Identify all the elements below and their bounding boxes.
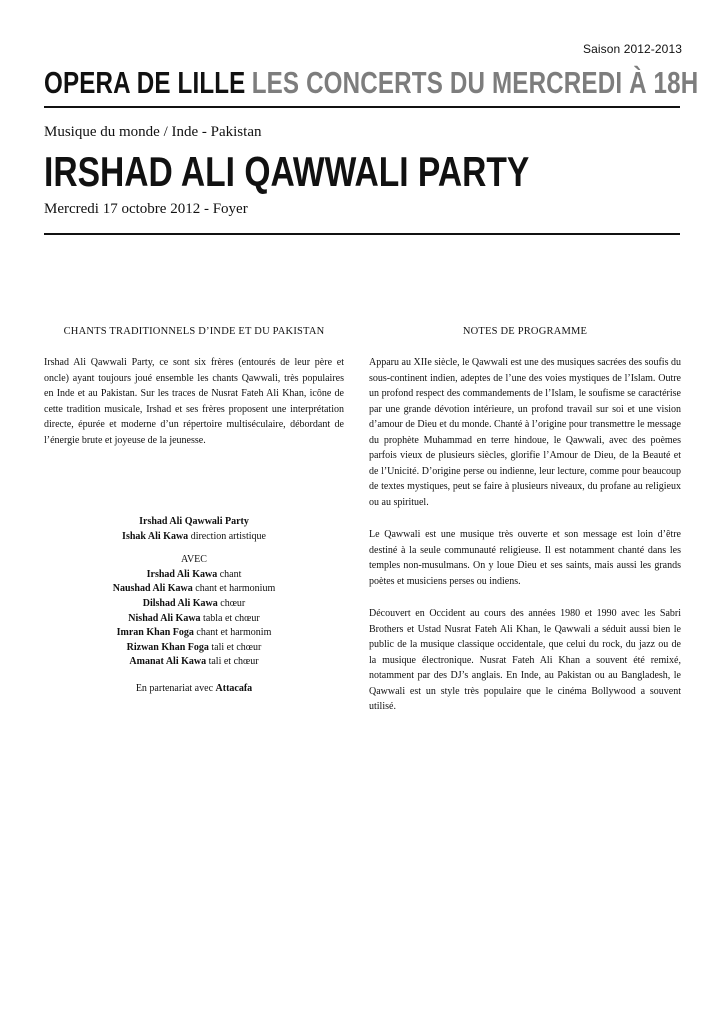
right-column: [369, 326, 681, 732]
season-label: Saison 2012-2013: [582, 42, 682, 56]
header-divider: [44, 106, 680, 108]
program-note-paragraph: Découvert en Occident au cours des années 1980 et 1990 avec les Sabri Brothers et Ustad Nusrat Fateh Ali Khan, le Qawwali a séduit aussi bien le public de la musique classique occidentale, que celui du rock, du jazz ou de la musique électronique. Nusrat Fateh Ali Khan a souvent été remixé, notamment par des DJ’s anglais. En Inde, au Pakistan ou au Bangladesh, le Qawwali est un style très populaire que le cinéma Bollywood a souvent utilisé.: [369, 608, 681, 712]
concert-series: LES CONCERTS DU MERCREDI À 18H: [251, 65, 699, 100]
masthead: [44, 66, 698, 100]
music-category: Musique du monde / Inde - Pakistan: [44, 124, 262, 140]
member-credit: Dilshad Ali Kawa chœur: [142, 597, 246, 609]
event-title: IRSHAD ALI QAWWALI PARTY: [44, 148, 530, 195]
title-divider: [44, 233, 680, 235]
left-section-heading: CHANTS TRADITIONNELS D’INDE ET DU PAKISTAN: [63, 326, 325, 337]
member-credit: Nishad Ali Kawa tabla et chœur: [128, 612, 260, 624]
member-credit: Naushad Ali Kawa chant et harmonium: [112, 583, 276, 595]
program-note-paragraph: Le Qawwali est une musique très ouverte et son message est loin d’être destiné à la seule communauté religieuse. Il est notamment chanté dans les temples non-musulmans. On y loue Dieu et ses saints, mais aussi les grands poètes et musiciens perses ou indiens.: [369, 529, 681, 587]
event-date: Mercredi 17 octobre 2012 - Foyer: [44, 201, 248, 217]
program-note-paragraph: Apparu au XIIe siècle, le Qawwali est une des musiques sacrées des soufis du sous-continent indien, adeptes de l’une des voies mystiques de l’Islam. Outre un profond respect des commandements de l’Islam, le soufisme se caractérise par une grande dévotion intérieure, un profond travail sur soi et une vision d’amour de Dieu et du monde. Chanté à l’origine pour transmettre le message du prophète Muhammad en terre hindoue, le Qawwali, avec des poèmes parfois vieux de plusieurs siècles, glorifie l’Amour de Dieu, de la Beauté et de l’Unicité. D’origine perse ou indienne, leur lecture, comme pour beaucoup de textes mystiques, peut se faire à plusieurs niveaux, du profane au religieux ou au spirituel.: [369, 357, 681, 508]
avec-label: AVEC: [181, 554, 207, 566]
opera-name: OPERA DE LILLE: [44, 65, 246, 100]
left-column: [44, 326, 344, 465]
credit-director: Ishak Ali Kawa direction artistique: [122, 530, 266, 542]
member-credit: Amanat Ali Kawa tali et chœur: [129, 656, 259, 668]
credit-ensemble: Irshad Ali Qawwali Party: [139, 516, 249, 527]
member-credit: Rizwan Khan Foga tali et chœur: [126, 641, 262, 653]
member-credit: Imran Khan Foga chant et harmonim: [116, 627, 272, 639]
member-credit: Irshad Ali Kawa chant: [146, 568, 242, 580]
right-section-heading: NOTES DE PROGRAMME: [462, 326, 588, 337]
ensemble-description: Irshad Ali Qawwali Party, ce sont six frères (entourés de leur père et oncle) ayant toujours joué ensemble les chants Qawwali, très populaires en Inde et au Pakistan. Sur les traces de Nusrat Fateh Ali Khan, icône de cette tradition musicale, Irshad et ses frères proposent une interprétation directe, épurée et moderne d’un répertoire multiséculaire, débordant de l’énergie brute et joyeuse de la jeunesse.: [44, 357, 344, 446]
partnership-line: En partenariat avec Attacafa: [135, 682, 253, 694]
credits-block: [44, 515, 344, 697]
